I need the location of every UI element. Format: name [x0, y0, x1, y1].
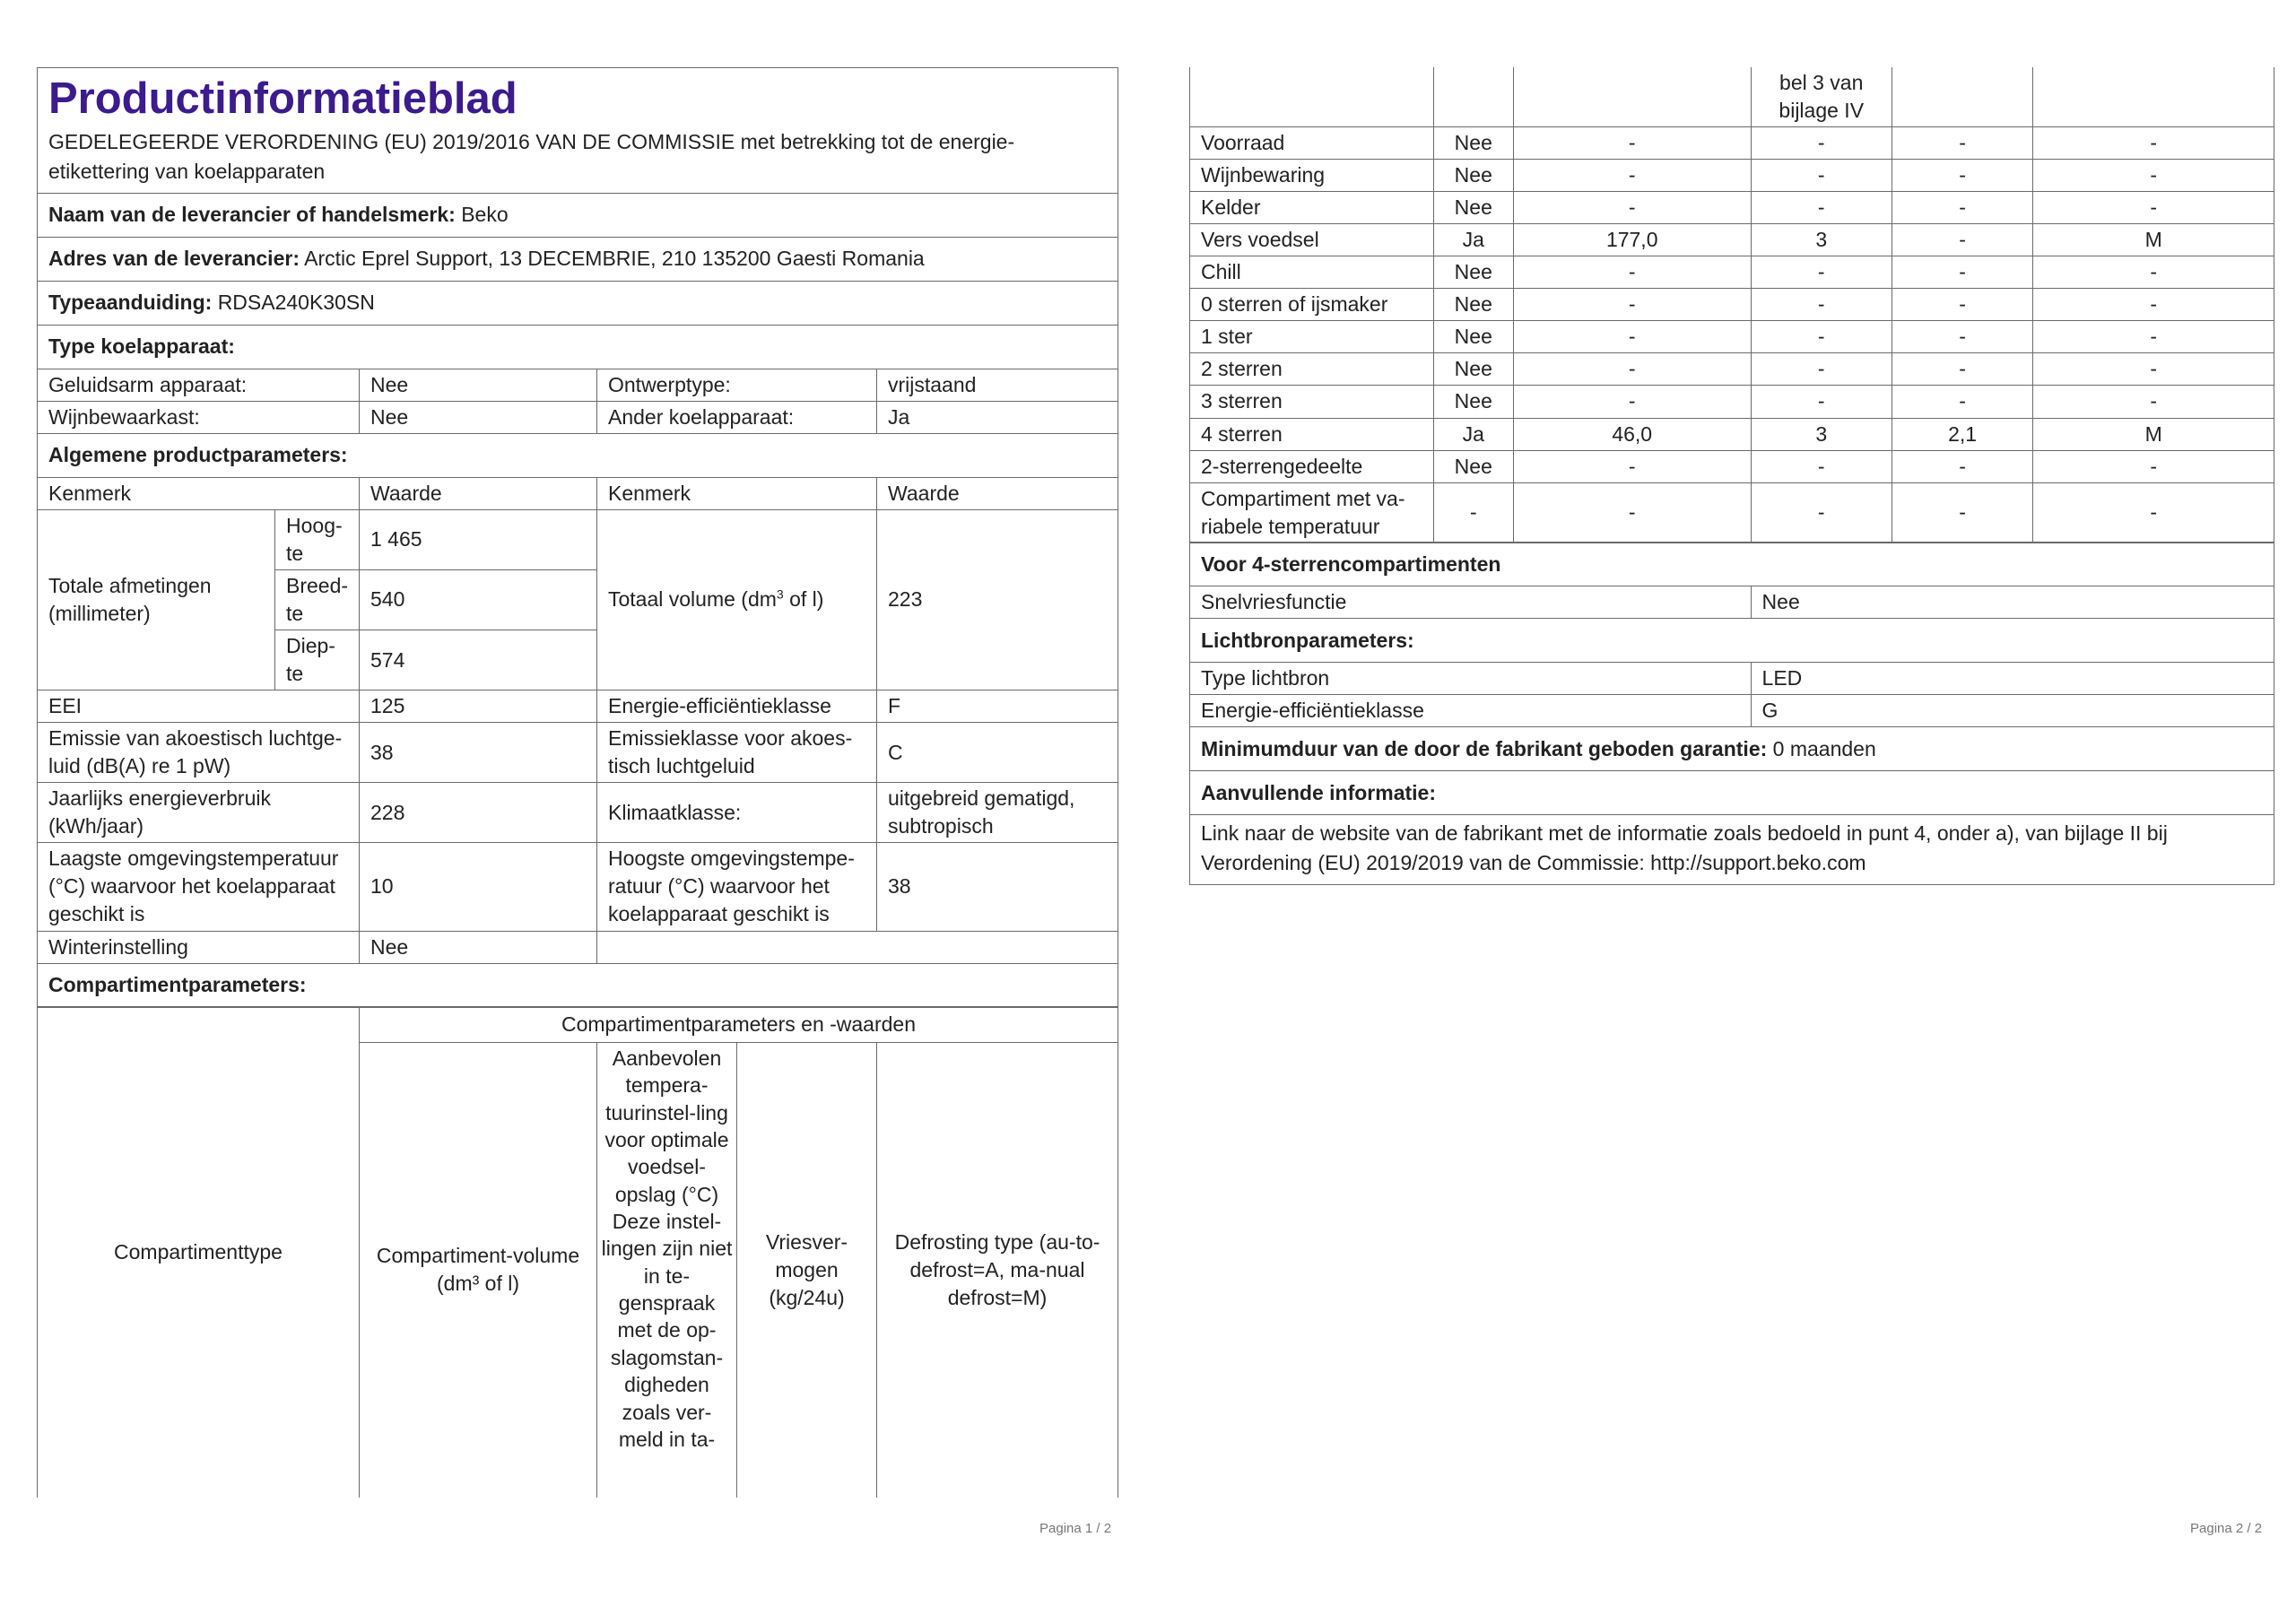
cell-value: 10: [360, 843, 597, 931]
cell-label: Energie-efficiëntieklasse: [597, 690, 877, 723]
compartment-value: Nee: [1433, 192, 1513, 224]
compartment-value: Nee: [1433, 321, 1513, 353]
compartment-rows: [1190, 127, 2274, 543]
compartment-value: 3: [1751, 418, 1892, 450]
cell-value: Nee: [360, 401, 597, 433]
continued-cell: [2033, 67, 2274, 127]
cell-label: Wijnbewaarkast:: [38, 401, 360, 433]
compartment-value: -: [1892, 160, 2032, 192]
compartment-name: Vers voedsel: [1190, 224, 1434, 256]
compartment-value: 177,0: [1513, 224, 1751, 256]
cell-value: uitgebreid gematigd, subtropisch: [877, 783, 1118, 843]
supplier-row: [38, 193, 1118, 237]
compartment-value: -: [1892, 386, 2032, 418]
cell-label: Emissieklasse voor akoes-tisch luchtgeluid: [597, 723, 877, 783]
compartment-value: -: [1751, 289, 1892, 321]
supplier-value: Beko: [461, 203, 509, 227]
compartment-value: -: [1433, 482, 1513, 543]
compartment-name: Wijnbewaring: [1190, 160, 1434, 192]
col-freezing: Vriesver-mogen (kg/24u): [737, 1042, 877, 1498]
winter-value: Nee: [360, 931, 597, 963]
compartment-row: [1190, 418, 2274, 450]
light-label: Energie-efficiëntieklasse: [1190, 695, 1752, 727]
winter-label: Winterinstelling: [38, 931, 360, 963]
page-title: Productinformatieblad: [48, 74, 517, 123]
additional-text: Link naar de website van de fabrikant met de informatie zoals bedoeld in punt 4, onder a), van bijlage II bij Verordening (EU) 2019/2019 van de Commissie:: [1201, 821, 2168, 874]
compartment-value: -: [1892, 353, 2032, 386]
compartment-value: -: [1513, 482, 1751, 543]
light-value: LED: [1751, 663, 2274, 695]
compartment-value: Nee: [1433, 160, 1513, 192]
compartment-value: -: [2033, 450, 2274, 482]
cell-label: Emissie van akoestisch luchtge-luid (dB(A) re 1 pW): [38, 723, 360, 783]
cell-value: Nee: [360, 369, 597, 401]
compartment-value: -: [2033, 289, 2274, 321]
address-label: Adres van de leverancier:: [48, 247, 300, 271]
compartment-name: Chill: [1190, 256, 1434, 289]
compartment-value: -: [1751, 192, 1892, 224]
col-temperature-b: Deze instel-lingen zijn niet in te-genspraak met de op-slagomstan-digheden zoals ver-meld in ta-: [601, 1210, 733, 1451]
four-star-value: Nee: [1751, 586, 2274, 619]
cell-label: Klimaatklasse:: [597, 783, 877, 843]
warranty-label: Minimumduur van de door de fabrikant geboden garantie:: [1201, 736, 1768, 760]
compartment-name: Kelder: [1190, 192, 1434, 224]
col-compartment-type: Compartimenttype: [38, 1007, 360, 1498]
compartment-value: Ja: [1433, 418, 1513, 450]
compartment-value: -: [1751, 450, 1892, 482]
compartment-value: -: [1513, 353, 1751, 386]
compartment-value: Nee: [1433, 289, 1513, 321]
compartment-value: -: [1513, 127, 1751, 160]
cell-label: Ontwerptype:: [597, 369, 877, 401]
compartment-value: -: [2033, 192, 2274, 224]
compartment-value: -: [1751, 127, 1892, 160]
compartment-value: -: [1892, 224, 2032, 256]
compartment-value: M: [2033, 224, 2274, 256]
dim-label: Breed-te: [275, 569, 360, 630]
compartment-value: Nee: [1433, 450, 1513, 482]
cell-label: Laagste omgevingstemperatuur (°C) waarvoor het koelapparaat geschikt is: [38, 843, 360, 931]
compartment-value: -: [1513, 160, 1751, 192]
compartment-value: -: [1751, 353, 1892, 386]
compartment-value: 2,1: [1892, 418, 2032, 450]
compartment-value: -: [1513, 450, 1751, 482]
compartment-table: [1189, 67, 2274, 543]
cell-value: 228: [360, 783, 597, 843]
compartment-row: [1190, 321, 2274, 353]
compartment-value: -: [1892, 192, 2032, 224]
compartment-value: -: [1751, 256, 1892, 289]
dim-value: 540: [360, 569, 597, 630]
continued-cell: [1892, 67, 2032, 127]
compartment-row: [1190, 353, 2274, 386]
compartment-value: Ja: [1433, 224, 1513, 256]
col-header: Waarde: [877, 477, 1118, 509]
compartment-name: Voorraad: [1190, 127, 1434, 160]
col-temperature-end: bel 3 van bijlage IV: [1751, 67, 1892, 127]
model-row: [38, 281, 1118, 325]
supplier-label: Naam van de leverancier of handelsmerk:: [48, 203, 456, 227]
compartment-value: -: [1892, 482, 2032, 543]
compartment-row: [1190, 386, 2274, 418]
compartment-value: -: [1751, 321, 1892, 353]
cell-label: EEI: [38, 690, 360, 723]
compartment-value: -: [2033, 482, 2274, 543]
compartment-value: M: [2033, 418, 2274, 450]
compartment-name: 4 sterren: [1190, 418, 1434, 450]
compartment-value: -: [2033, 321, 2274, 353]
col-defrost: Defrosting type (au-to-defrost=A, ma-nual defrost=M): [877, 1042, 1118, 1498]
cell-value: 38: [877, 843, 1118, 931]
compartment-row: [1190, 256, 2274, 289]
compartment-value: Nee: [1433, 386, 1513, 418]
compartment-value: 3: [1751, 224, 1892, 256]
compartment-row: [1190, 224, 2274, 256]
compartment-name: 3 sterren: [1190, 386, 1434, 418]
continued-cell: [1190, 67, 1434, 127]
compartment-value: -: [1751, 160, 1892, 192]
compartment-name: Compartiment met va-riabele temperatuur: [1190, 482, 1434, 543]
compartment-value: -: [1892, 127, 2032, 160]
compartment-value: -: [2033, 353, 2274, 386]
model-value: RDSA240K30SN: [217, 291, 375, 315]
compartment-value: -: [1513, 256, 1751, 289]
compartment-row: [1190, 160, 2274, 192]
compartment-value: Nee: [1433, 127, 1513, 160]
extra-table: [1189, 542, 2274, 885]
cell-label: Geluidsarm apparaat:: [38, 369, 360, 401]
compartment-name: 2-sterrengedeelte: [1190, 450, 1434, 482]
compartment-row: [1190, 289, 2274, 321]
light-label: Type lichtbron: [1190, 663, 1752, 695]
model-label: Typeaanduiding:: [48, 291, 213, 315]
dimensions-label: Totale afmetingen (millimeter): [38, 509, 275, 690]
cell-value: Ja: [877, 401, 1118, 433]
compartment-row: [1190, 482, 2274, 543]
regulation-cell: [38, 126, 1118, 193]
col-header: Kenmerk: [597, 477, 877, 509]
compartment-value: -: [2033, 127, 2274, 160]
additional-heading: Aanvullende informatie:: [1190, 771, 2274, 815]
compartment-value: 46,0: [1513, 418, 1751, 450]
compartment-value: -: [1892, 256, 2032, 289]
compartment-name: 1 ster: [1190, 321, 1434, 353]
cell-label: Hoogste omgevingstempe-ratuur (°C) waarvoor het koelapparaat geschikt is: [597, 843, 877, 931]
page-number-2: Pagina 2 / 2: [2190, 1521, 2263, 1536]
four-star-label: Snelvriesfunctie: [1190, 586, 1752, 619]
general-heading: Algemene productparameters:: [38, 433, 1118, 477]
volume-label: Totaal volume ($dm^3$ of l): [597, 509, 877, 690]
title-cell: [38, 68, 1118, 126]
compartment-value: Nee: [1433, 353, 1513, 386]
info-table: [37, 67, 1118, 1008]
page-number-1: Pagina 1 / 2: [1039, 1521, 1112, 1536]
compartment-value: -: [2033, 256, 2274, 289]
compartment-row: [1190, 450, 2274, 482]
col-volume: Compartiment-volume (dm³ of l): [360, 1042, 597, 1498]
compartments-heading: Compartimentparameters:: [38, 963, 1118, 1007]
address-row: [38, 237, 1118, 281]
compartment-value: -: [1513, 321, 1751, 353]
compartment-value: -: [1751, 386, 1892, 418]
compartment-name: 2 sterren: [1190, 353, 1434, 386]
group-header: Compartimentparameters en -waarden: [360, 1007, 1118, 1043]
four-star-heading: Voor 4-sterrencompartimenten: [1190, 543, 2274, 586]
cell-value: F: [877, 690, 1118, 723]
compartment-row: [1190, 192, 2274, 224]
compartment-value: -: [1892, 450, 2032, 482]
warranty-row: [1190, 727, 2274, 771]
compartment-value: -: [1751, 482, 1892, 543]
page-1: [37, 67, 1118, 1498]
continued-cell: [1433, 67, 1513, 127]
dim-value: 574: [360, 630, 597, 690]
compartment-value: -: [1892, 321, 2032, 353]
dim-label: Diep-te: [275, 630, 360, 690]
cell-value: vrijstaand: [877, 369, 1118, 401]
compartment-value: Nee: [1433, 256, 1513, 289]
appliance-type-heading: Type koelapparaat:: [38, 325, 1118, 369]
light-heading: Lichtbronparameters:: [1190, 619, 2274, 663]
col-temperature-a: Aanbevolen tempera-tuurinstel-ling voor optimale voedsel-opslag (°C): [604, 1046, 729, 1206]
volume-value: 223: [877, 509, 1118, 690]
manufacturer-link[interactable]: http://support.beko.com: [1650, 850, 1866, 874]
col-temperature: [597, 1042, 737, 1498]
dim-value: 1 465: [360, 509, 597, 569]
compartment-name: 0 sterren of ijsmaker: [1190, 289, 1434, 321]
address-value: Arctic Eprel Support, 13 DECEMBRIE, 210 135200 Gaesti Romania: [304, 247, 925, 271]
cell-label: Ander koelapparaat:: [597, 401, 877, 433]
cell-label: Jaarlijks energieverbruik (kWh/jaar): [38, 783, 360, 843]
col-header: Waarde: [360, 477, 597, 509]
dim-label: Hoog-te: [275, 509, 360, 569]
empty-cell: [597, 931, 1118, 963]
compartment-value: -: [2033, 160, 2274, 192]
compartment-value: -: [1892, 289, 2032, 321]
compartment-value: -: [2033, 386, 2274, 418]
cell-value: C: [877, 723, 1118, 783]
regulation-text: GEDELEGEERDE VERORDENING (EU) 2019/2016 VAN DE COMMISSIE met betrekking tot de energie-etikettering van koelapparaten: [48, 130, 1015, 183]
compartment-value: -: [1513, 192, 1751, 224]
cell-value: 125: [360, 690, 597, 723]
warranty-value: 0 maanden: [1772, 736, 1876, 760]
additional-info: [1190, 815, 2274, 884]
light-value: G: [1751, 695, 2274, 727]
col-header: Kenmerk: [38, 477, 360, 509]
compartment-value: -: [1513, 386, 1751, 418]
page-2: [1189, 67, 2274, 885]
compartment-value: -: [1513, 289, 1751, 321]
compartment-row: [1190, 127, 2274, 160]
compartment-header-table: [37, 1006, 1118, 1498]
cell-value: 38: [360, 723, 597, 783]
continued-cell: [1513, 67, 1751, 127]
